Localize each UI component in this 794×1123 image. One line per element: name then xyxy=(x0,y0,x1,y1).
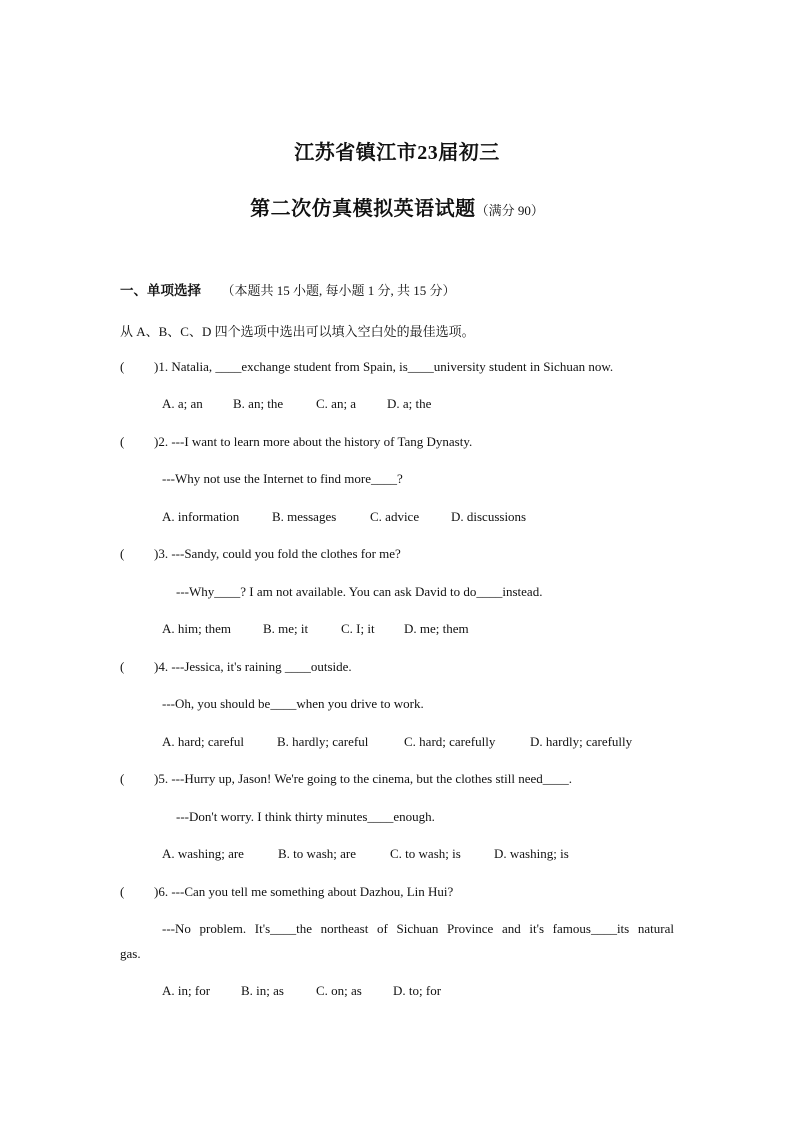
answer-bracket[interactable]: ( xyxy=(120,884,125,899)
question-3-options xyxy=(162,621,469,637)
question-text: )4. ---Jessica, it's raining ____outside. xyxy=(154,659,352,674)
question-5-stem xyxy=(120,771,572,787)
question-1-stem xyxy=(120,359,613,375)
section-instruction: 从 A、B、C、D 四个选项中选出可以填入空白处的最佳选项。 xyxy=(120,324,475,339)
question-text: )6. ---Can you tell me something about Dazhou, Lin Hui? xyxy=(154,884,454,899)
question-4-options xyxy=(162,734,632,750)
section-rule: （本题共 15 小题, 每小题 1 分, 共 15 分） xyxy=(221,283,456,298)
option-d[interactable]: D. discussions xyxy=(451,509,527,524)
option-d[interactable]: D. washing; is xyxy=(494,846,569,861)
option-b[interactable]: B. hardly; careful xyxy=(277,734,369,749)
question-6-reply: ---No problem. It's____the northeast of Sichuan Province and it's famous____its natural xyxy=(162,921,674,936)
section-heading: 一、单项选择 xyxy=(120,283,201,299)
option-b[interactable]: B. me; it xyxy=(263,621,309,636)
option-c[interactable]: C. advice xyxy=(370,509,420,524)
question-4-reply: ---Oh, you should be____when you drive to work. xyxy=(162,696,424,711)
question-2-reply: ---Why not use the Internet to find more____? xyxy=(162,471,403,486)
option-d[interactable]: D. hardly; carefully xyxy=(530,734,633,749)
option-d[interactable]: D. to; for xyxy=(393,983,442,998)
question-1-options xyxy=(162,396,431,412)
question-text: )3. ---Sandy, could you fold the clothes for me? xyxy=(154,546,401,561)
question-6-stem xyxy=(120,884,453,900)
question-6-options xyxy=(162,983,441,999)
question-5-reply: ---Don't worry. I think thirty minutes____enough. xyxy=(176,809,435,824)
option-b[interactable]: B. in; as xyxy=(241,983,284,998)
exam-title-text: 第二次仿真模拟英语试题 xyxy=(250,198,476,220)
exam-title-line2 xyxy=(0,192,794,221)
question-3-stem xyxy=(120,546,401,562)
option-c[interactable]: C. to wash; is xyxy=(390,846,461,861)
question-text: )5. ---Hurry up, Jason! We're going to the cinema, but the clothes still need____. xyxy=(154,771,573,786)
score-note: （满分 90） xyxy=(475,203,544,218)
exam-title-line1: 江苏省镇江市23届初三 xyxy=(294,142,500,164)
option-d[interactable]: D. a; the xyxy=(387,396,432,411)
question-text: )1. Natalia, ____exchange student from Spain, is____university student in Sichuan now. xyxy=(154,359,614,374)
answer-bracket[interactable]: ( xyxy=(120,359,125,374)
question-2-stem xyxy=(120,434,472,450)
option-b[interactable]: B. an; the xyxy=(233,396,284,411)
option-b[interactable]: B. messages xyxy=(272,509,337,524)
option-c[interactable]: C. hard; carefully xyxy=(404,734,496,749)
question-4-stem xyxy=(120,659,352,675)
option-a[interactable]: A. a; an xyxy=(162,396,203,411)
answer-bracket[interactable]: ( xyxy=(120,434,125,449)
question-5-options xyxy=(162,846,569,862)
question-2-options xyxy=(162,509,526,525)
option-a[interactable]: A. washing; are xyxy=(162,846,244,861)
answer-bracket[interactable]: ( xyxy=(120,546,125,561)
option-b[interactable]: B. to wash; are xyxy=(278,846,356,861)
question-3-reply: ---Why____? I am not available. You can ask David to do____instead. xyxy=(176,584,543,599)
option-c[interactable]: C. an; a xyxy=(316,396,357,411)
option-d[interactable]: D. me; them xyxy=(404,621,469,636)
question-6-reply-continued: gas. xyxy=(120,946,141,961)
question-text: )2. ---I want to learn more about the history of Tang Dynasty. xyxy=(154,434,473,449)
option-a[interactable]: A. in; for xyxy=(162,983,211,998)
option-a[interactable]: A. hard; careful xyxy=(162,734,244,749)
option-c[interactable]: C. I; it xyxy=(341,621,375,636)
option-c[interactable]: C. on; as xyxy=(316,983,362,998)
section-heading-row xyxy=(120,283,456,299)
answer-bracket[interactable]: ( xyxy=(120,659,125,674)
answer-bracket[interactable]: ( xyxy=(120,771,125,786)
option-a[interactable]: A. information xyxy=(162,509,240,524)
option-a[interactable]: A. him; them xyxy=(162,621,231,636)
